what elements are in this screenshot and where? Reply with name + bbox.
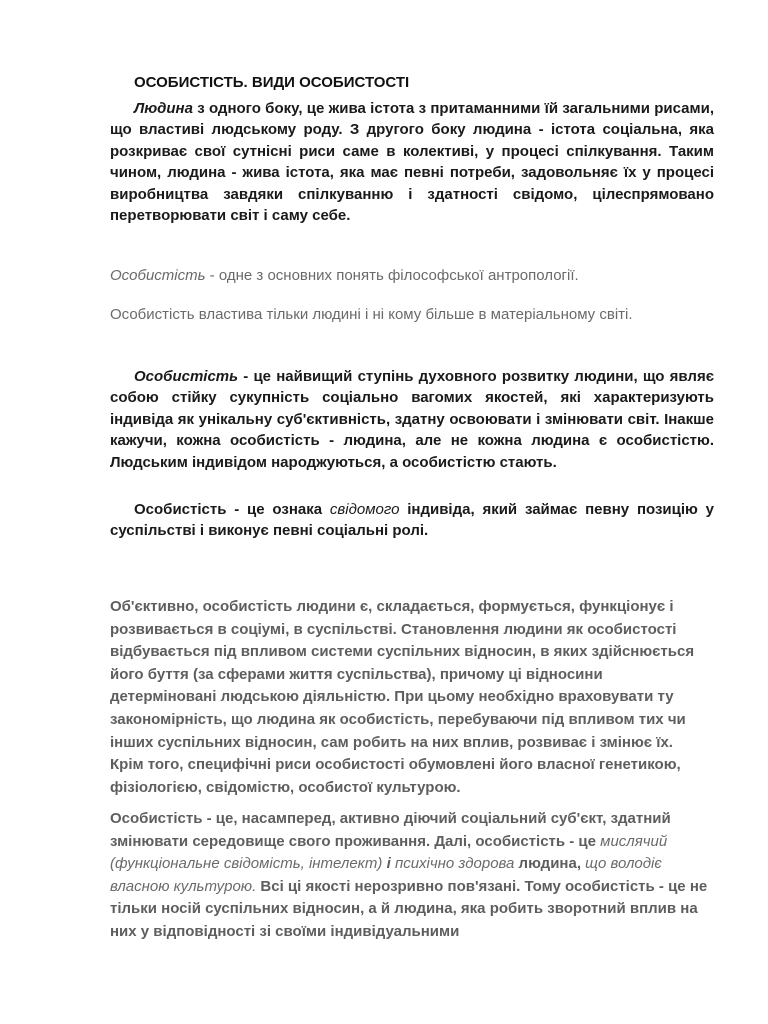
paragraph-text: з одного боку, це жива істота з притаманними їй загальними рисами, що властиві людському роду. З другого боку людина - істота соціальна, яка розкриває свої сутнісні риси саме в колективі, у процесі спілкування. Таким чином, людина - жива істота, яка має певні потреби, задовольняє їх у процесі виробництва завдяки спілкуванню і здатності свідомо, цілеспрямовано перетворювати світ і саму себе. [110, 100, 714, 225]
paragraph-text: Об'єктивно, особистість людини є, складається, формується, функціонує і розвивається в соціумі, в суспільстві. Становлення людини як особистості відбувається під впливом системи суспільних відносин, в яких здійснюється його буття (за сферами життя суспільства), причому ці відносини детерміновані людською діяльністю. При цьому необхідно враховувати ту закономірність, що людина як особистість, перебуваючи під впливом тих чи інших суспільних відносин, сам робить на них вплив, розвиває і змінює їх. Крім того, специфічні риси особистості обумовлені його власної генетикою, фізіологією, свідомістю, особистої культурою. [110, 598, 695, 796]
paragraph-text: Всі ці якості нерозривно пов'язані. Тому особистість - це не тільки носій суспільних відносин, а й людина, яка робить зворотний вплив на них у відповідності зі своїми індивідуальними [110, 877, 708, 940]
paragraph-text: - одне з основних понять філософської антропології. [205, 267, 579, 284]
paragraph-personality-unique [110, 304, 714, 325]
term-personality: Особистість [110, 267, 206, 284]
italic-phrase: що володіє власною культурою. [110, 855, 662, 895]
paragraph-active-subject [110, 808, 710, 944]
page-title: ОСОБИСТІСТЬ. ВИДИ ОСОБИСТОСТІ [134, 74, 410, 91]
italic-phrase: мислячий (функціональне свідомість, інтелект) [110, 832, 668, 873]
term-conscious: свідомого [329, 501, 400, 518]
italic-phrase: і [386, 855, 391, 873]
paragraph-text: Особистість - це, насамперед, активно діючий соціальний суб'єкт, здатний змінювати середовище свого проживання. Далі, особистість - це [110, 810, 671, 850]
italic-phrase: психічно здорова [394, 855, 515, 873]
paragraph-text: людина, [514, 855, 586, 873]
term-human: Людина [134, 100, 193, 117]
paragraph-personality-concept [110, 265, 714, 286]
paragraph-text: індивіда, який займає певну позицію у суспільстві і виконує певні соціальні ролі. [110, 501, 715, 540]
term-personality: Особистість [134, 368, 239, 385]
paragraph-objective-personality [110, 596, 710, 799]
paragraph-human-definition [110, 98, 714, 226]
paragraph-personality-definition [110, 366, 714, 473]
paragraph-text: Особистість - це ознака [134, 501, 330, 518]
paragraph-text: - це найвищий ступінь духовного розвитку людини, що являє собою стійку сукупність соціально вагомих якостей, які характеризують індивіда як унікальну суб'єктивність, здатну освоювати і змінювати світ. Інакше кажучи, кожна особистість - людина, але не кожна людина є особистістю. Людським індивідом народжуються, а особистістю стають. [110, 368, 714, 471]
paragraph-conscious-individual [110, 499, 714, 542]
paragraph-text: Особистість властива тільки людині і ні кому більше в матеріальному світі. [110, 306, 633, 323]
